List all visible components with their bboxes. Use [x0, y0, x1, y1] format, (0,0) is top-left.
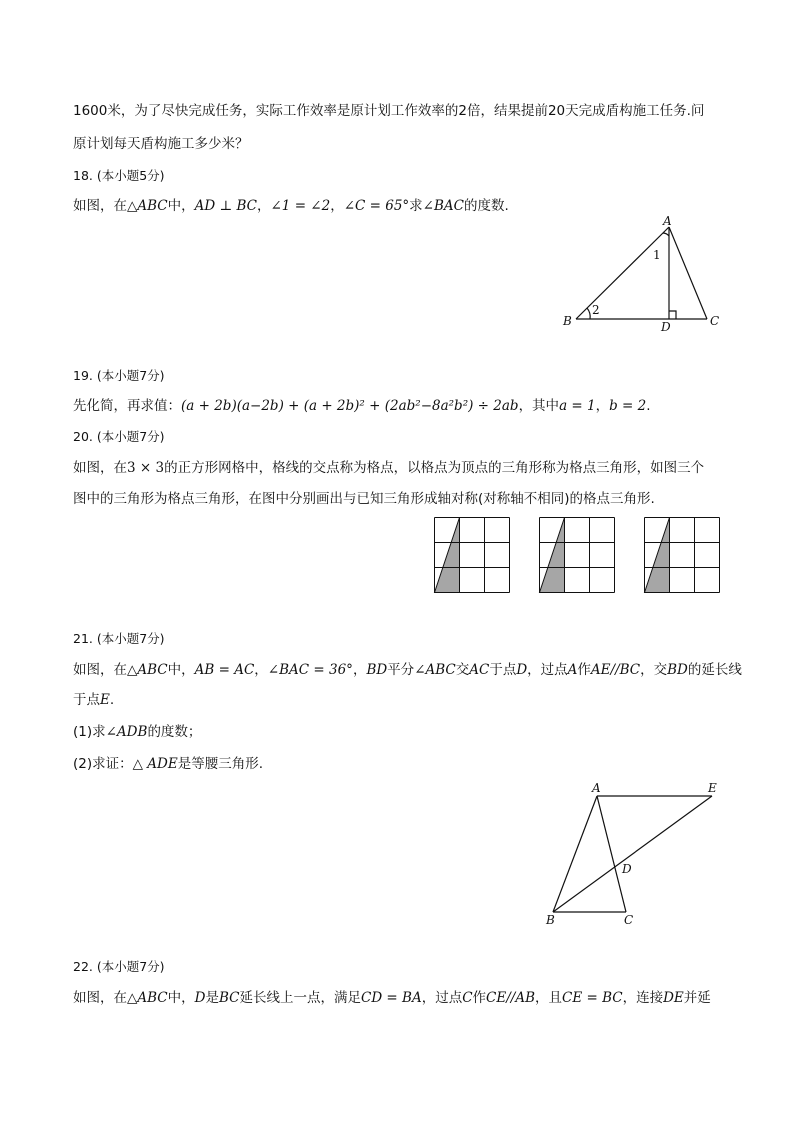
- q20-header: 20. (本小题7分): [73, 429, 165, 444]
- q18-side-ac: [669, 227, 707, 319]
- q21-subquestion-2: (2)求证：△ ADE是等腰三角形.: [73, 756, 264, 772]
- q20-grid-3-shaded-triangle: [645, 518, 670, 593]
- q17-line-2: 原计划每天盾构施工多少米？: [73, 136, 249, 152]
- q18-label-b: B: [563, 314, 572, 328]
- q20-grid-1: [434, 517, 510, 593]
- q18-label-c: C: [710, 314, 720, 328]
- q21-side-ab: [553, 796, 597, 912]
- q20-statement-line-2: 图中的三角形为格点三角形，在图中分别画出与已知三角形成轴对称(对称轴不相同)的格点三角形.: [73, 491, 655, 507]
- q18-label-a: A: [663, 214, 672, 228]
- q21-statement-line-2: 于点E.: [73, 692, 115, 708]
- q18-header: 18. (本小题5分): [73, 168, 165, 183]
- q21-subquestion-1: (1)求∠ADB的度数；: [73, 724, 202, 740]
- q20-grid-2: [539, 517, 615, 593]
- q21-label-e: E: [708, 781, 717, 795]
- q19-header: 19. (本小题7分): [73, 368, 165, 383]
- q21-triangle-figure: [540, 778, 730, 928]
- q20-grid-1-shaded-triangle: [435, 518, 460, 593]
- q20-grid-2-shaded-triangle: [540, 518, 565, 593]
- q21-statement-line-1: 如图，在△ABC中，AB = AC，∠BAC = 36°，BD平分∠ABC交AC于点D，过点A作AE//BC，交BD的延长线: [73, 662, 742, 678]
- q21-label-a: A: [592, 781, 601, 795]
- q18-label-angle-2: 2: [592, 303, 600, 317]
- q22-header: 22. (本小题7分): [73, 959, 165, 974]
- q22-statement: 如图，在△ABC中，D是BC延长线上一点，满足CD = BA，过点C作CE//AB，且CE = BC，连接DE并延: [73, 990, 711, 1006]
- q21-header: 21. (本小题7分): [73, 631, 165, 646]
- q18-statement: 如图，在△ABC中，AD ⊥ BC，∠1 = ∠2，∠C = 65°求∠BAC的度数.: [73, 198, 509, 214]
- q18-side-ab: [576, 227, 669, 319]
- q18-right-angle-mark: [669, 311, 676, 319]
- q21-label-c: C: [624, 913, 634, 927]
- q18-angle-1-arc: [663, 233, 669, 236]
- q20-grid-3: [644, 517, 720, 593]
- q19-statement: 先化简，再求值：(a + 2b)(a−2b) + (a + 2b)² + (2ab²−8a²b²) ÷ 2ab，其中a = 1，b = 2.: [73, 398, 651, 414]
- q18-angle-2-arc: [587, 308, 590, 319]
- q17-line-1: 1600米，为了尽快完成任务，实际工作效率是原计划工作效率的2倍，结果提前20天完成盾构施工任务.问: [73, 103, 705, 119]
- q18-triangle-figure: [555, 215, 730, 340]
- q21-side-ac: [597, 796, 626, 912]
- q21-label-d: D: [622, 862, 632, 876]
- q21-segment-be: [553, 796, 712, 912]
- q20-statement-line-1: 如图，在3 × 3的正方形网格中，格线的交点称为格点，以格点为顶点的三角形称为格点三角形，如图三个: [73, 460, 705, 476]
- q21-label-b: B: [546, 913, 555, 927]
- q18-label-angle-1: 1: [653, 248, 661, 262]
- q18-label-d: D: [661, 320, 671, 334]
